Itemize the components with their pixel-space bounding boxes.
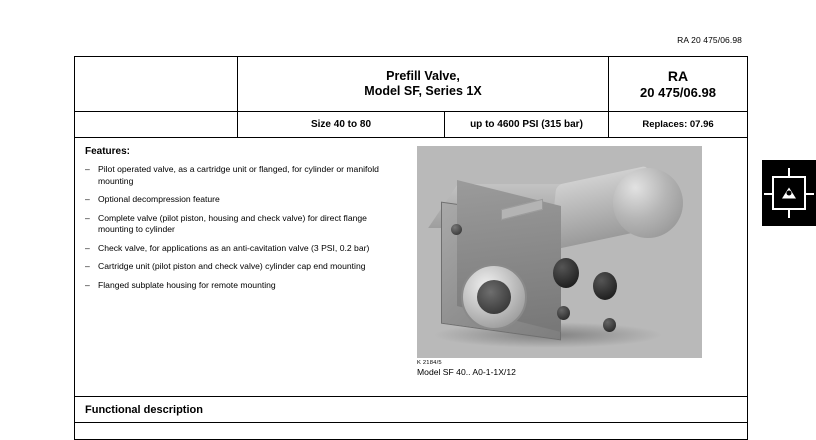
valve-bolt-hole [603,318,616,332]
dash-bullet: – [85,242,90,253]
figure-caption: Model SF 40.. A0-1-1X/12 [417,367,516,377]
list-item [85,164,403,187]
symbol-center-dot [787,191,792,196]
valve-bolt-hole [451,224,462,235]
list-item [85,213,403,236]
valve-port-bore [477,280,511,314]
header-title-cell [238,57,609,111]
symbol-left-line [764,193,774,195]
list-item [85,194,403,206]
valve-hole [593,272,617,300]
figure-code: K 2184/5 [417,360,442,366]
dash-bullet: – [85,279,90,290]
list-item-text: Optional decompression feature [98,194,220,204]
list-item [85,280,403,292]
list-item-text: Check valve, for applications as an anti-cavitation valve (3 PSI, 0.2 bar) [98,242,370,253]
subheader-row [75,112,747,138]
subheader-blank-cell [75,112,238,137]
valve-bolt-hole [557,306,570,320]
document-frame [74,56,748,440]
features-list [85,164,403,291]
functional-description-bar [75,397,747,423]
list-item-text: Pilot operated valve, as a cartridge unit or flanged, for cylinder or manifold mounting [98,164,379,186]
valve-hole [553,258,579,288]
valve-ball-end [613,168,683,238]
list-item [85,261,403,273]
valve-main-port [461,264,527,330]
size-cell: Size 40 to 80 [238,112,445,137]
body-row [75,138,747,397]
title-line-2: Model SF, Series 1X [364,84,482,98]
features-column [75,138,413,396]
dash-bullet: – [85,194,90,204]
replaces-cell: Replaces: 07.96 [642,119,714,130]
figure-column [413,138,747,396]
body-continuation [75,423,747,439]
dash-bullet: – [85,212,90,223]
list-item-text: Cartridge unit (pilot piston and check valve) cylinder cap end mounting [98,261,366,271]
features-heading: Features: [85,146,131,157]
dash-bullet: – [85,164,90,174]
list-item [85,243,403,255]
list-item-text: Flanged subplate housing for remote mounting [98,279,276,290]
prefill-valve-symbol-icon [762,160,816,226]
valve-photo [417,146,702,358]
list-item-text: Complete valve (pilot piston, housing and check valve) for direct flange mounting to cylinder [98,212,367,234]
symbol-right-line [804,193,814,195]
section-heading: Functional description [85,403,203,416]
symbol-square [772,176,806,210]
title-line-1: Prefill Valve, [386,69,460,83]
header-blank-cell [75,57,238,111]
ra-number: 20 475/06.98 [640,84,716,100]
document-reference-code: RA 20 475/06.98 [677,35,742,45]
dash-bullet: – [85,261,90,271]
header-row [75,57,747,112]
header-code-cell [609,57,747,111]
pressure-cell: up to 4600 PSI (315 bar) [445,112,609,137]
ra-label: RA [667,67,689,84]
